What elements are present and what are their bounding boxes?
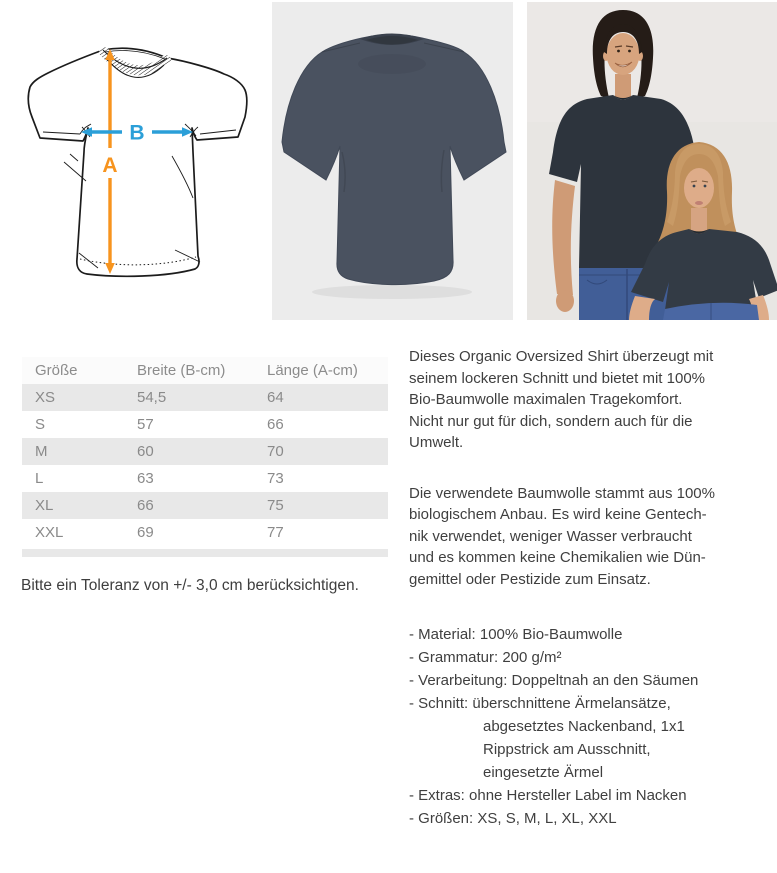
- size-table-cell: XXL: [35, 524, 64, 541]
- size-diagram-image: [0, 0, 260, 320]
- spec-list: [409, 623, 777, 830]
- size-table-cell: 60: [137, 443, 154, 460]
- product-description: [409, 346, 777, 830]
- product-photo: [272, 2, 513, 320]
- size-table-cell: L: [35, 470, 44, 487]
- size-table-cell: 77: [267, 524, 284, 541]
- size-table-row: [22, 492, 388, 519]
- size-table-cell: 75: [267, 497, 284, 514]
- size-table-column-header: Länge (A-cm): [254, 357, 388, 384]
- size-table-row: [22, 465, 388, 492]
- spec-list-item: - Extras: ohne Hersteller Label im Nacken: [409, 787, 687, 804]
- description-paragraph: Die verwendete Baumwolle stammt aus 100% biologischem Anbau. Es wird keine Gentech- nik verwendet, weniger Wasser verbraucht und es kommen keine Chemikalien wie Dün- gemittel oder Pestizide zum Einsatz.: [409, 484, 715, 588]
- size-table-cell: M: [35, 443, 48, 460]
- spec-list-item: - Grammatur: 200 g/m²: [409, 649, 562, 666]
- size-table-body: [22, 384, 388, 546]
- size-table-cell: S: [35, 416, 46, 433]
- size-table-row: [22, 519, 388, 546]
- spec-list-item: - Schnitt: überschnittene Ärmelansätze, abgesetztes Nackenband, 1x1 Rippstrick am Ausschnitt, eingesetzte Ärmel: [409, 695, 685, 781]
- size-table-cell: 73: [267, 470, 284, 487]
- spec-list-item: - Größen: XS, S, M, L, XL, XXL: [409, 810, 617, 827]
- size-table-cell: 66: [137, 497, 154, 514]
- label-b: B: [129, 121, 145, 145]
- size-table-row: [22, 411, 388, 438]
- size-table-cell: 69: [137, 524, 154, 541]
- models-photo: [527, 2, 777, 320]
- tolerance-note: Bitte ein Toleranz von +/- 3,0 cm berücksichtigen.: [21, 577, 359, 594]
- size-table-header-row: [22, 357, 388, 384]
- size-table-column-header: Größe: [22, 357, 124, 384]
- size-table-cell: XL: [35, 497, 54, 514]
- size-table-column-header: Breite (B-cm): [124, 357, 254, 384]
- size-table-cell: 64: [267, 389, 284, 406]
- size-table-cell: 63: [137, 470, 154, 487]
- size-table-cell: XS: [35, 389, 56, 406]
- size-table: [22, 357, 388, 546]
- size-table-cell: 66: [267, 416, 284, 433]
- size-table-cell: 57: [137, 416, 154, 433]
- size-table-cell: 54,5: [137, 389, 167, 406]
- tshirt-outline: [28, 48, 247, 276]
- size-table-cell: 70: [267, 443, 284, 460]
- size-table-row: [22, 384, 388, 411]
- spec-list-item: - Verarbeitung: Doppeltnah an den Säumen: [409, 672, 699, 689]
- description-paragraph: Dieses Organic Oversized Shirt überzeugt mit seinem lockeren Schnitt und bietet mit 100% Bio-Baumwolle maximalen Tragekomfort. Nicht nur gut für dich, sondern auch für die Umwelt.: [409, 348, 714, 451]
- spec-list-item: - Material: 100% Bio-Baumwolle: [409, 626, 623, 643]
- description-paragraphs: [409, 346, 777, 590]
- size-table-row: [22, 438, 388, 465]
- size-table-footer-strip: [22, 549, 388, 557]
- label-a: A: [102, 154, 118, 177]
